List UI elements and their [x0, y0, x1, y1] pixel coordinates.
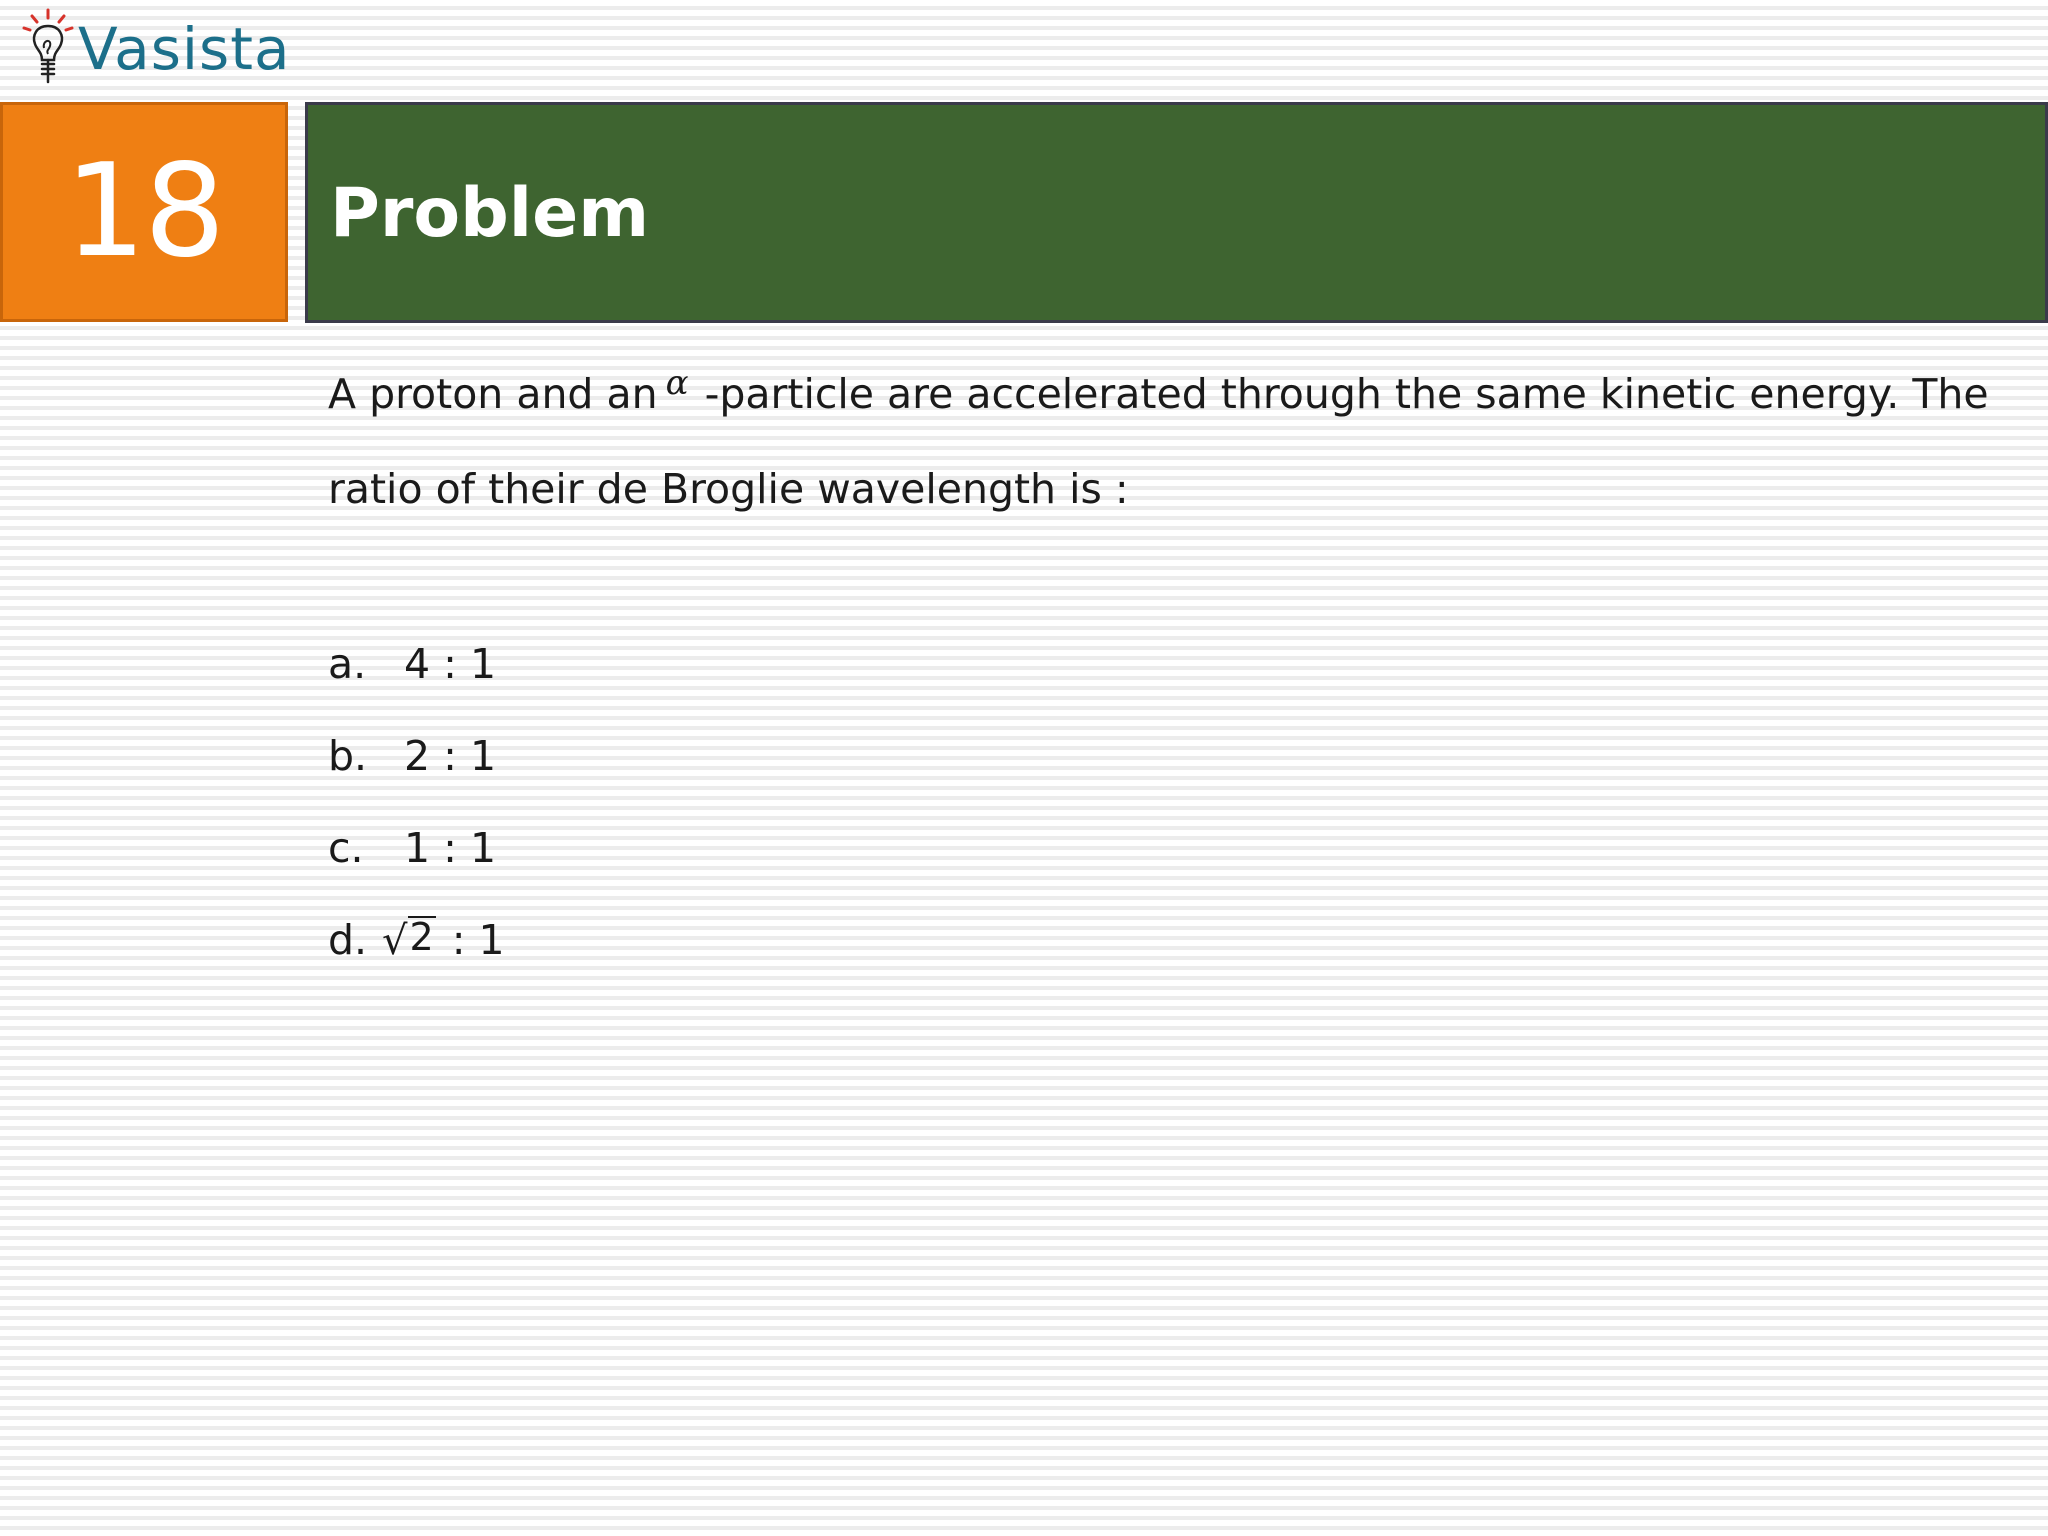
question-text — [328, 348, 2028, 535]
sqrt-radicand: 2 — [409, 915, 434, 959]
sqrt-expression — [382, 895, 436, 987]
option-b — [328, 710, 505, 802]
title-bar — [305, 102, 2048, 323]
option-a — [328, 618, 505, 710]
question-text-before: A proton and an — [328, 370, 658, 418]
problem-number: 18 — [64, 137, 224, 286]
option-value: 2 : 1 — [404, 732, 497, 780]
options-list — [328, 618, 505, 986]
option-value: : 1 — [451, 916, 505, 964]
alpha-symbol: α — [665, 363, 689, 403]
option-letter: d. — [328, 916, 368, 964]
option-c — [328, 802, 505, 894]
logo-text: Vasista — [78, 15, 291, 83]
option-letter: b. — [328, 732, 368, 780]
slide-title: Problem — [330, 174, 650, 253]
question-text-after: -particle are accelerated through the same kinetic energy. The ratio of their de Broglie wavelength is : — [328, 370, 1989, 513]
option-value: 1 : 1 — [404, 824, 497, 872]
option-value: 4 : 1 — [404, 640, 497, 688]
option-d — [328, 894, 505, 986]
sqrt-sign: √ — [382, 918, 408, 964]
problem-number-box — [0, 102, 288, 322]
option-letter: a. — [328, 640, 367, 688]
option-letter: c. — [328, 824, 364, 872]
vasista-logo — [18, 4, 291, 98]
